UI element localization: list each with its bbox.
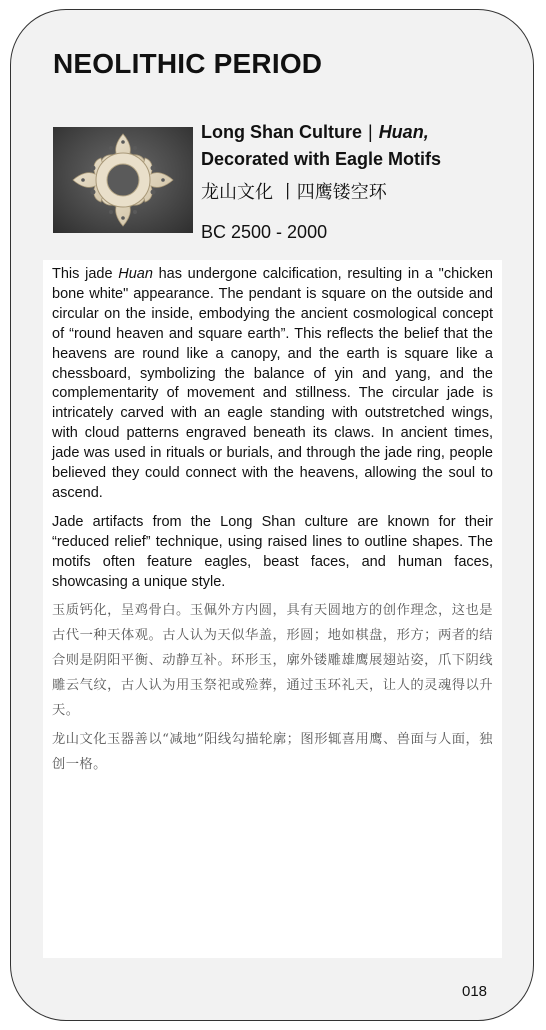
en-p1-huan: Huan (118, 266, 153, 282)
page-title: NEOLITHIC PERIOD (53, 48, 323, 79)
description-en-paragraph-1 (52, 265, 493, 504)
description-zh-paragraph-2: 龙山文化玉器善以“减地”阳线勾描轮廓；图形辄喜用鹰、兽面与人面，独创一格。 (52, 731, 493, 772)
jade-huan-ring-icon (53, 127, 193, 233)
artifact-culture: Long Shan Culture (201, 122, 362, 142)
artifact-photo (53, 127, 193, 233)
description-zh-paragraph-1: 玉质钙化，呈鸡骨白。玉佩外方内圆，具有天圆地方的创作理念，这也是古代一种天体观。古人认为天似华盖，形圆；地如棋盘，形方；两者的结合则是阴阳平衡、动静互补。环形玉，廓外镂雕雄鹰展翅站姿，爪下阴线雕云气纹，古人认为用玉祭祀或殓葬，通过玉环礼天，让人的灵魂得以升天。 (52, 602, 493, 718)
name-separator: | (368, 122, 373, 142)
artifact-name-italic: Huan, (378, 122, 429, 142)
artifact-name-chinese: 龙山文化 丨四鹰镂空环 (201, 182, 387, 203)
artifact-info (201, 119, 501, 244)
artifact-name-rest: Decorated with Eagle Motifs (201, 149, 442, 169)
description-panel (43, 260, 502, 958)
description-en-paragraph-2: Jade artifacts from the Long Shan culture are known for their “reduced relief” technique, using raised lines to outline shapes. The motifs often feature eagles, beast faces, and human faces, showcasing a unique style. (52, 513, 493, 590)
en-p1-rest: has undergone calcification, resulting in a "chicken bone white" appearance. The pendant is square on the outside and circular on the inside, embodying the ancient cosmological concept of “round heaven and square earth”. This reflects the belief that the heavens are round like a canopy, and the earth is square like a chessboard, symbolizing the balance of yin and yang, and the complementarity of movement and stillness. The circular jade is intricately carved with an eagle standing with outstretched wings, with cloud patterns engraved beneath its claws. In ancient times, jade was used in rituals or burials, and through the jade ring, people believed they could connect with the heavens, allowing the soul to ascend. (52, 266, 493, 501)
artifact-name (201, 119, 501, 173)
artifact-date: BC 2500 - 2000 (201, 222, 328, 242)
en-p1-start: This jade (52, 266, 119, 282)
page-number: 018 (462, 983, 488, 1000)
